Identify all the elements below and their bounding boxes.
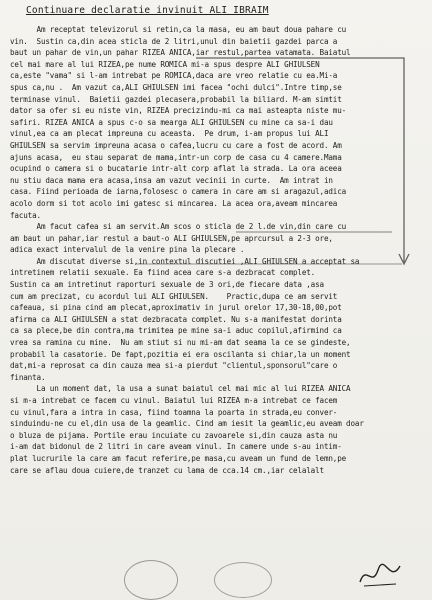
statement-line: cu vinul,fara a intra in casa, fiind toamna la poarta in strada,eu conver- — [10, 407, 338, 417]
statement-line: acolo dorm si tot acolo imi gatesc si mincarea. La acea ora,aveam mincarea — [10, 198, 338, 208]
statement-line: care se aflau doua cuiere,de tranzet cu lama de cca.14 cm.,iar celalalt — [10, 465, 324, 475]
statement-line: ajuns acasa, eu stau separat de mama,intr-un corp de casa cu 4 camere.Mama — [10, 152, 342, 162]
statement-line: o bluza de pijama. Portile erau incuiate cu zavoarele si,din cauza asta nu — [10, 430, 338, 440]
statement-line: vinul,ea ca am plecat impreuna cu aceasta. Pe drum, i-am propus lui ALI — [10, 129, 329, 139]
statement-line: adica exact intervalul de la venire pina la plecare . — [10, 245, 245, 255]
statement-line: vin. Sustin ca,din acea sticla de 2 litri,unul din baietii gazdei parca a — [10, 36, 338, 46]
statement-line: La un moment dat, la usa a sunat baiatul cel mai mic al lui RIZEA ANICA — [10, 384, 351, 394]
statement-line: facuta. — [10, 210, 41, 220]
statement-line: nu stiu daca mama era acasa,insa am vazut vecinii in curte. Am intrat in — [10, 175, 333, 185]
signature — [356, 558, 404, 592]
statement-line: casa. Fiind perioada de iarna,folosesc o camera in care am si aragazul,adica — [10, 187, 347, 197]
statement-line: i-am dat bidonul de 2 litri in care aveam vinul. In camere unde s-au intim- — [10, 442, 342, 452]
document-header: Continuare declaratie invinuit ALI IBRAIM — [26, 5, 269, 16]
statement-line: dator sa ofer si eu niste vin, RIZEA precizindu-mi ca mai asteapta niste mu- — [10, 106, 347, 116]
statement-body — [10, 24, 420, 476]
statement-line: Sustin ca am intretinut raporturi sexuale de 3 ori,de fiecare data ,asa — [10, 280, 324, 290]
statement-line: Am discutat diverse si,in contextul discutiei ,ALI GHIULSEN a acceptat sa — [10, 256, 360, 266]
statement-line: terminase vinul. Baietii gazdei plecasera,probabil la biliard. M-am simtit — [10, 94, 342, 104]
statement-line: probabil la casatorie. De fapt,pozitia ei era oscilanta si chiar,la un moment — [10, 349, 351, 359]
statement-line: intretinem relatii sexuale. Ea fiind acea care s-a dezbracat complet. — [10, 268, 316, 278]
official-stamp — [124, 560, 178, 600]
statement-line: Am facut cafea si am servit.Am scos o sticla de 2 l.de vin,din care cu — [10, 222, 347, 232]
statement-line: ca,este "vama" si l-am intrebat pe ROMICA,daca are vreo relatie cu ea.Mi-a — [10, 71, 338, 81]
statement-line: ocupind o camera si o bucatarie intr-alt corp aflat la strada. La ora aceea — [10, 164, 342, 174]
statement-line: vrea sa ramina cu mine. Nu am stiut si nu mi-am dat seama la ce se gindeste, — [10, 338, 351, 348]
statement-line: safiri. RIZEA ANICA a spus c-o sa mearga ALI GHIULSEN cu mine ca sa-i dau — [10, 117, 333, 127]
statement-line: cel mai mare al lui RIZEA,pe nume ROMICA mi-a spus despre ALI GHIULSEN — [10, 59, 320, 69]
statement-line: spus ca,nu . Am vazut ca,ALI GHIULSEN imi facea "ochi dulci".Intre timp,se — [10, 82, 342, 92]
statement-line: finanta. — [10, 372, 46, 382]
statement-line: si m-a intrebat ce facem cu vinul. Baiatul lui RIZEA m-a intrebat ce facem — [10, 396, 338, 405]
statement-line: cafeaua, si pina cind am plecat,aproximativ in jurul orelor 17,30-18,00,pot — [10, 303, 342, 313]
statement-line: Am receptat televizorul si retin,ca la masa, eu am baut doua pahare cu — [10, 25, 347, 34]
statement-line: cum am precizat, cu acordul lui ALI GHIULSEN. Practic,dupa ce am servit — [10, 291, 338, 301]
statement-line: afirma ca ALI GHIULSEN a stat dezbracata complet. Nu s-a manifestat dorinta — [10, 314, 342, 324]
statement-line: sinduindu-ne cu el,din usa de la geamlic. Cind am iesit la geamlic,eu aveam doar — [10, 419, 364, 429]
statement-line: ca sa plece,be din contra,ma trimitea pe mine sa-i aduc copilul,afirmind ca — [10, 326, 342, 336]
statement-line: dat,mi-a reprosat ca din cauza mea si-a pierdut "clientul,sponsorul"care o — [10, 361, 338, 371]
statement-line: baut un pahar de vin,un pahar RIZEA ANICA,iar restul,partea vatamata. Baiatul — [10, 48, 351, 58]
statement-line: am baut un pahar,iar restul a baut-o ALI GHIULSEN,pe aprcursul a 2-3 ore, — [10, 233, 333, 243]
statement-line: plat lucrurile la care am facut referire,pe masa,cu aveam un fund de lemn,pe — [10, 453, 347, 463]
official-stamp-secondary — [214, 562, 272, 598]
statement-line: GHIULSEN sa servim impreuna acasa o cafea,lucru cu care a fost de acord. Am — [10, 140, 342, 150]
